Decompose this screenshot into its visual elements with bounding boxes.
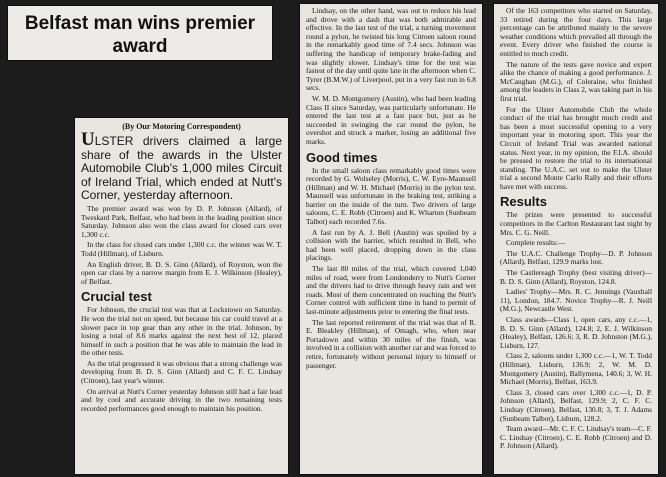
paragraph: The nature of the tests gave novice and expert alike the chance of making a good performance. J. McCaughan (M.G.), of Coleraine, who finished among the leaders in Class 2, was taking part in his first trial. [500,59,652,103]
paragraph: For the Ulster Automobile Club the whole conduct of the trial has brought much credit and has been a most successful opening to a very important year in motoring sport. This year the Circuit of Ireland Trial was awarded national status. Next year, in my opinion, the F.I.A. should be pressed to restore the trial to its international standing. The U.A.C. set out to make the Ulster trial a second Monte Carlo Rally and their efforts have met with success. [500,104,652,191]
paragraph: Lindsay, on the other hand, was out to reduce his lead and drove with a dash that was both admirable and effective. In the last test of the trial, a turning movement round a pylon, he twisted his long Citroen saloon round in the remarkably good time of 7.4 secs. Johnson was suffering the handicap of temporary brake-fading and was slightly slower. Lindsay's time for the test was fastest of the day until quite late in the afternoon when C. Tyrer (B.M.W.) of Liverpool, put in a very fast run in 6.8 secs. [306,6,476,93]
paragraph: Complete results:— [506,238,566,248]
paragraph: Class awards—Class 1, open cars, any c.c.—1, B. D. S. Ginn (Allard), 124.8; 2, E. J. Wilkinson (Healey), Belfast, 126.6; 3, R. D. Johnston (M.G.), Lisburn, 127. [500,315,652,350]
article-column-1 [75,118,288,474]
subheading-results: Results [500,194,547,210]
subheading-crucial-test: Crucial test [81,289,152,305]
subheading-good-times: Good times [306,149,378,165]
paragraph: The Castlereagh Trophy (best visiting driver)—B. D. S. Ginn (Allard), Royston, 124.8. [500,268,652,286]
paragraph: An English driver, B. D. S. Ginn (Allard), of Royston, won the open car class by a narrow margin from E. J. Wilkinson (Healey), of Belfast. [81,259,282,286]
paragraph: On arrival at Nutt's Corner yesterday Johnson still had a fair lead and by cool and accurate driving in the two remaining tests recorded performances good enough to maintain his position. [81,386,282,413]
paragraph: Ladies' Trophy—Mrs. R. C. Jennings (Vauxhall 11), London, 184.7. Novice Trophy—R. J. Neill (M.G.), Newcastle West. [500,287,652,314]
paragraph: In the class for closed cars under 1,300 c.c. the winner was W. T. Todd (Hillman), of Lisburn. [81,240,282,258]
paragraph: The premier award was won by D. P. Johnson (Allard), of Tweskard Park, Belfast, who had been in the leading position since Saturday. Johnson also won the class award for closed cars over 1,300 c.c. [81,203,282,239]
paragraph: The last reported retirement of the trial was that of R. E. Bleakley (Hillman), of Omagh, who, when near Portadown and within 30 miles of the finish, was involved in a collision with another car and was forced to retire, fortunately without personal injury to himself or passenger. [306,317,476,370]
paragraph: In the small saloon class remarkably good times were recorded by G. Wolseley (Morris), C. W. Eyre-Maunsell (Hillman) and W. H. Michael (Morris) in the pylon test. Maunsell was unfortunate in the braking test, striking a barrier on the inside of the turn. Two drivers of large saloons, C. E. Robb (Citroen) and K. Wharton (Sunbeam Talbot) each recorded 7.6s. [306,165,476,227]
paragraph: The U.A.C. Challenge Trophy—D. P. Johnson (Allard), Belfast, 129.9 marks lost. [500,248,652,267]
paragraph: The prizes were presented to successful competitors in the Carlton Restaurant last night by Mrs. C. G. Neill. [500,210,652,237]
paragraph: W. M. D. Montgomery (Austin), who had been leading Class II since Saturday, was particularly unfortunate. He entered the last test at a fast pace but, just as he succeeded in swinging the car round the pylon, he overshot and struck a marker, losing an additional five marks. [306,93,476,146]
article-column-2 [300,4,482,474]
paragraph: A fast run by A. J. Bell (Austin) was spoiled by a collision with the barrier, which resulted in Bell, who had been well placed, dropping down in the class placings. [306,227,476,263]
lead-paragraph: ULSTER drivers claimed a large share of the awards in the Ulster Automobile Club's 1,000 miles Circuit of Ireland Trial, which ended at Nutt's Corner, yesterday afternoon. [81,129,282,203]
paragraph: The last 80 miles of the trial, which covered 1,040 miles of road, were from Londonderry to Nutt's Corner and the drivers had to drive through heavy rain and wet roads. Most of them concentrated on reaching the Nutt's Corner control with sufficient time in hand to permit of last-minute adjustments prior to entering the final tests. [306,264,476,316]
paragraph: Class 2, saloons under 1,300 c.c.—1, W. T. Todd (Hillman), Lisburn, 136.9; 2, W. M. D. Montgomery (Austin), Ballymena, 140.6; 3, W. H. Michael (Morris), Belfast, 163.9. [500,351,652,387]
paragraph: As the trial progressed it was obvious that a strong challenge was developing from B. D. S. Ginn (Allard) and C. F. C. Lindsay (Citroen), last year's winner. [81,358,282,386]
article-column-3 [494,4,658,474]
headline-clipping [8,6,272,60]
headline: Belfast man wins premier award [24,13,256,57]
paragraph: For Johnson, the crucial test was that at Lockstown on Saturday. He won the trial not on speed, but because his car could travel at a slower pace in top gear than any other in the trial. Johnson, by losing a total of 8.6 marks against the next best of 12, placed himself in such a position that he was able to maintain the lead in the other tests. [81,305,282,358]
paragraph: Class 3, closed cars over 1,300 c.c.—1, D. P. Johnson (Allard), Belfast, 129.9; 2, C. F. C. Lindsay (Citroen), Belfast, 130.8; 3, T. J. Adams (Sunbeam Talbot), Lisburn, 128.2. [500,387,652,423]
byline: (By Our Motoring Correspondent) [122,122,241,131]
paragraph: Team award—Mr. C. F. C. Lindsay's team—C. F. C. Lindsay (Citroen), C. E. Robb (Citroen) and D. P. Johnson (Allard). [500,424,652,451]
paragraph: Of the 163 competitors who started on Saturday, 33 retired during the four days. This large percentage can be attributed mainly to the severe weather conditions which prevailed all through the event. Every driver who finished the course is entitled to much credit. [500,6,652,58]
